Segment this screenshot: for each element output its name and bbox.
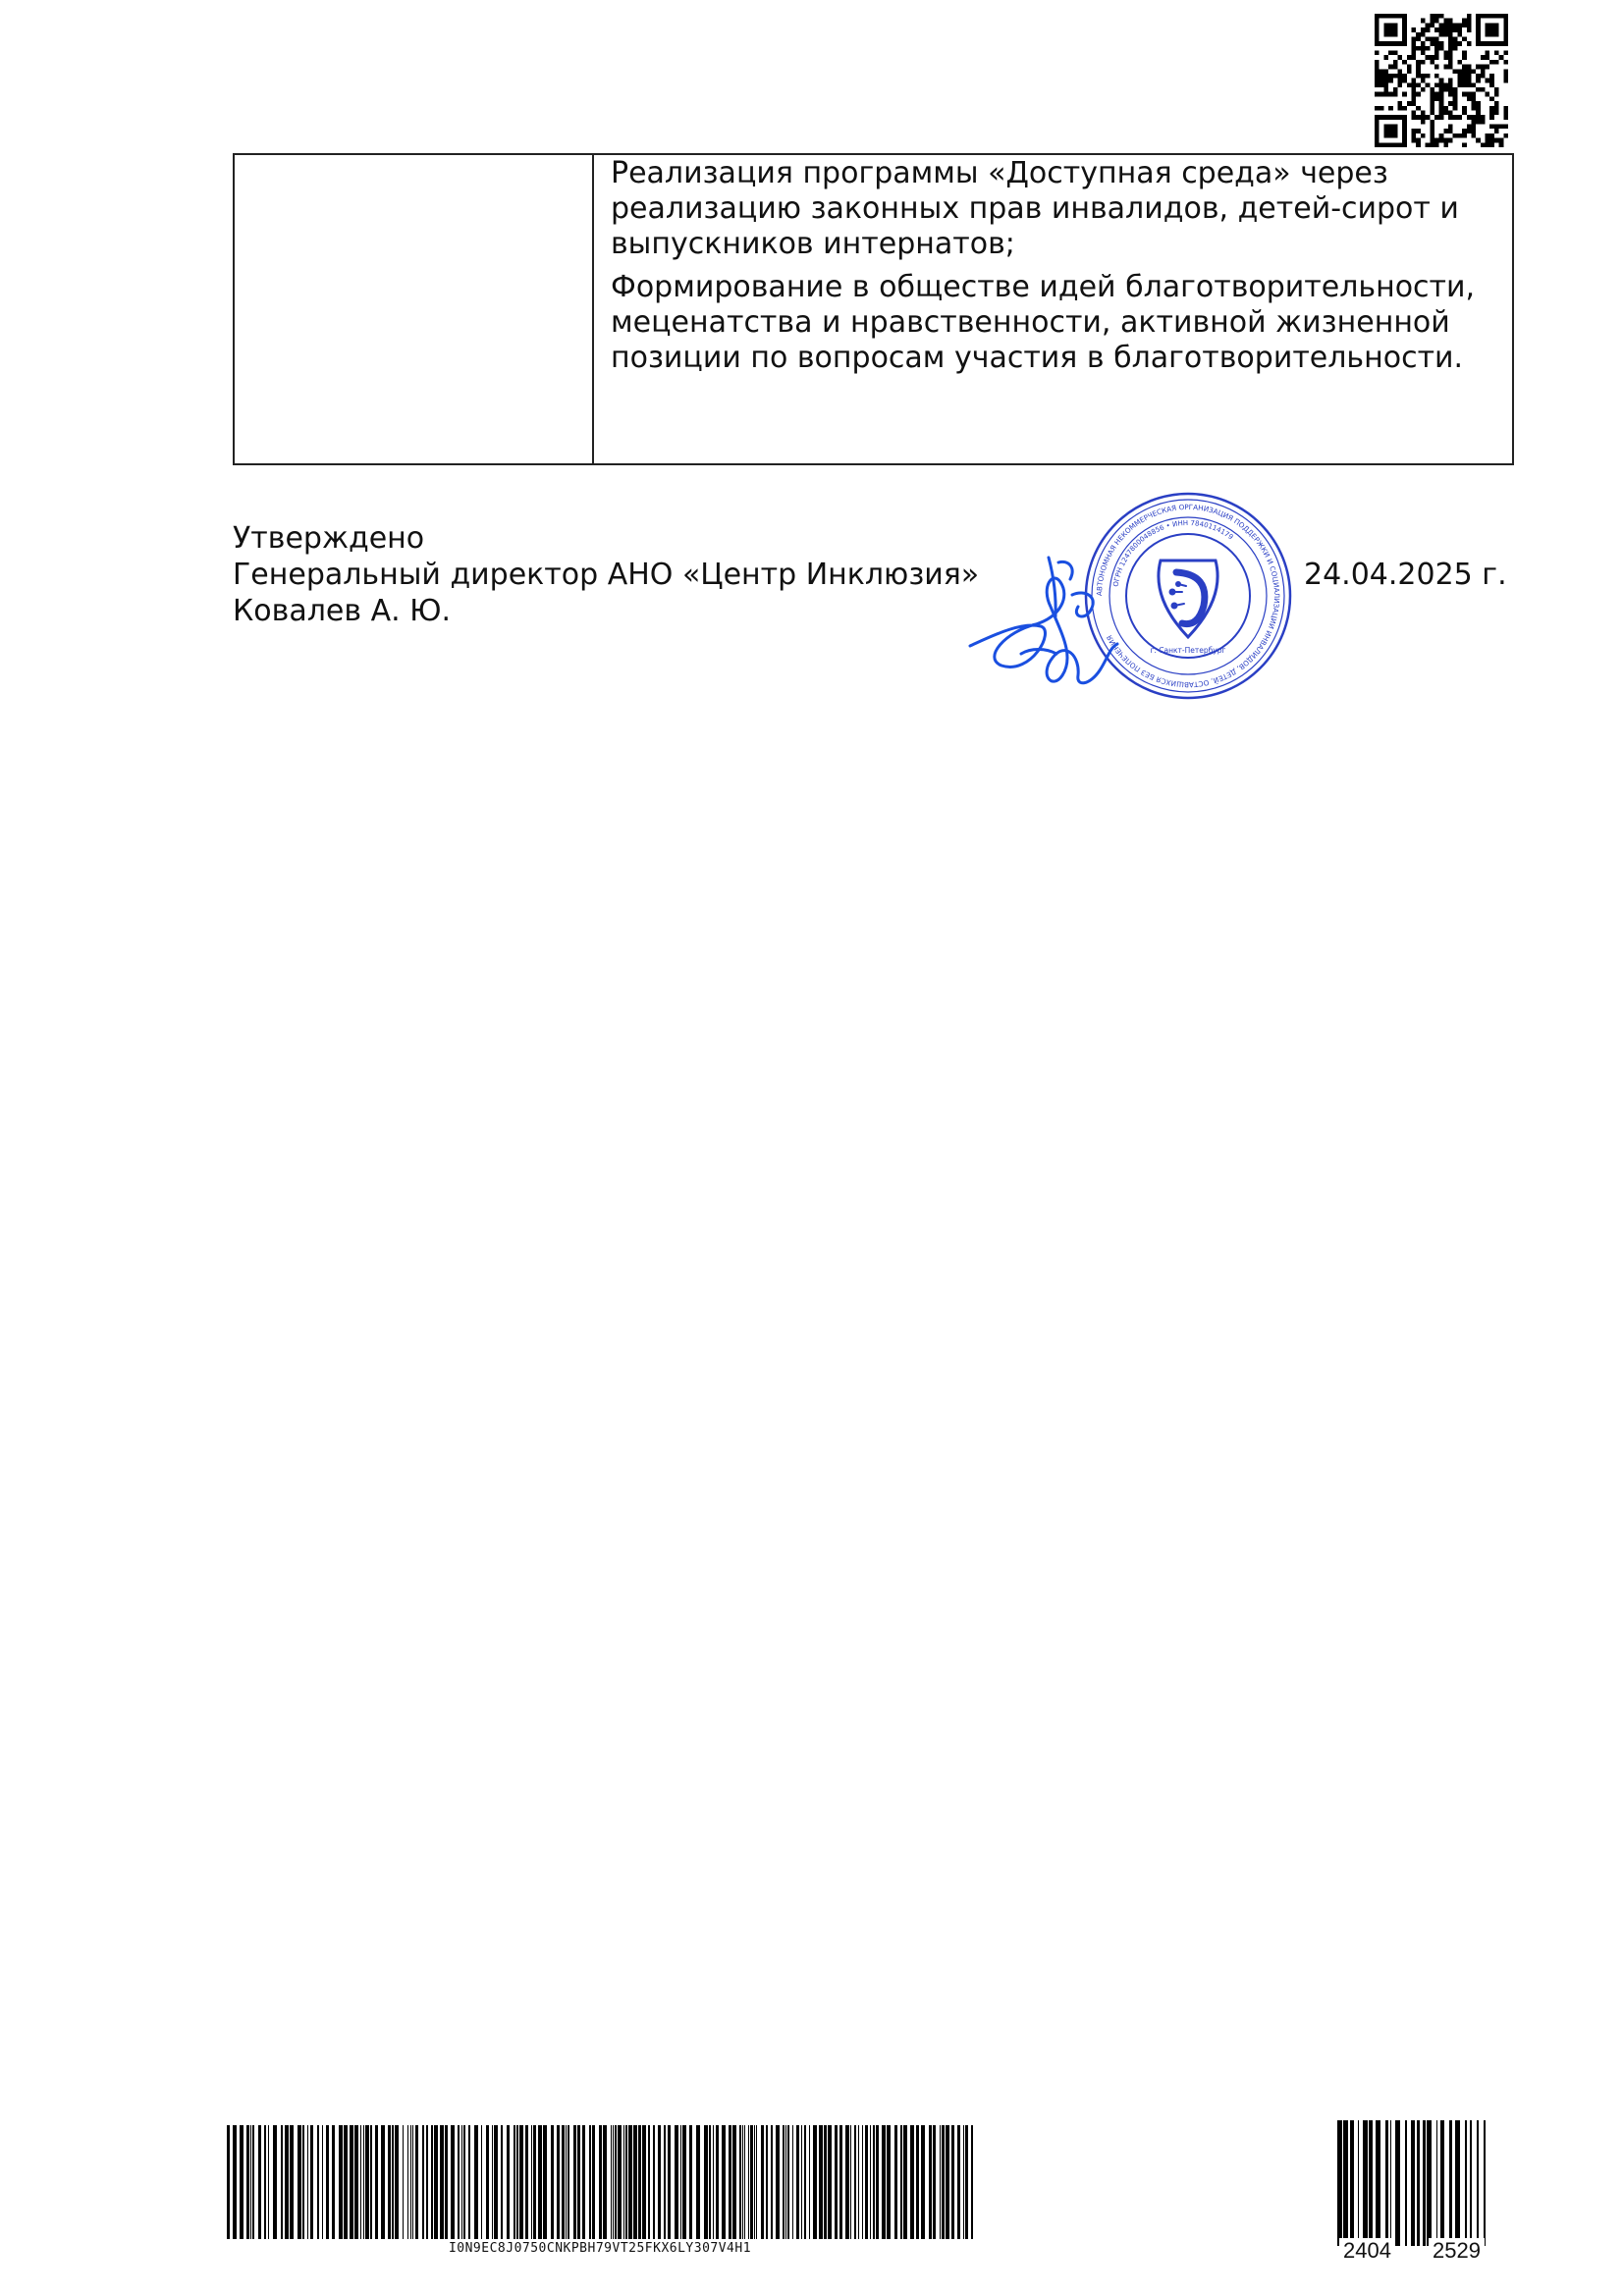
director-position: Генеральный директор АНО «Центр Инклюзия» [233,558,980,592]
stamp-logo [1159,561,1217,637]
paragraph-charity-ideas: Формирование в обществе идей благотворительности, меценатства и нравственности, активной жизненной позиции по вопросам участия в благотворительности. [611,270,1476,375]
page-barcode-numbers [1339,2238,1485,2264]
content-table [233,153,1514,465]
stamp-inner-text: ОГРН 1247800048856 • ИНН 7840114179 [1111,518,1235,588]
document-barcode [227,2125,973,2263]
approval-block [233,520,1529,629]
stamp-outer-text: АВТОНОМНАЯ НЕКОММЕРЧЕСКАЯ ОРГАНИЗАЦИЯ ПОДДЕРЖКИ И СОЦИАЛИЗАЦИИ ИНВАЛИДОВ, ДЕТЕЙ, ОСТАВШИХСЯ БЕЗ ПОПЕЧЕНИЯ [1094,502,1282,690]
stamp-city: г. Санкт-Петербург [1150,646,1226,655]
approval-date: 24.04.2025 г. [1304,558,1507,592]
page-barcode [1337,2120,1487,2268]
page-barcode-left-number: 2404 [1339,2238,1395,2264]
director-name: Ковалев А. Ю. [233,594,452,628]
table-right-cell [594,155,1512,463]
approved-label: Утверждено [233,521,425,556]
table-left-cell [235,155,594,463]
paragraph-accessible-environment: Реализация программы «Доступная среда» через реализацию законных прав инвалидов, детей-сирот и выпускников интернатов; [611,156,1459,261]
signature [962,538,1134,700]
qr-code [1375,14,1508,147]
barcode-code-text: I0N9EC8J0750CNKPBH79VT25FKX6LY307V4H1 [448,2241,752,2256]
approval-position-row [233,557,1529,593]
page-barcode-right-number: 2529 [1429,2238,1485,2264]
